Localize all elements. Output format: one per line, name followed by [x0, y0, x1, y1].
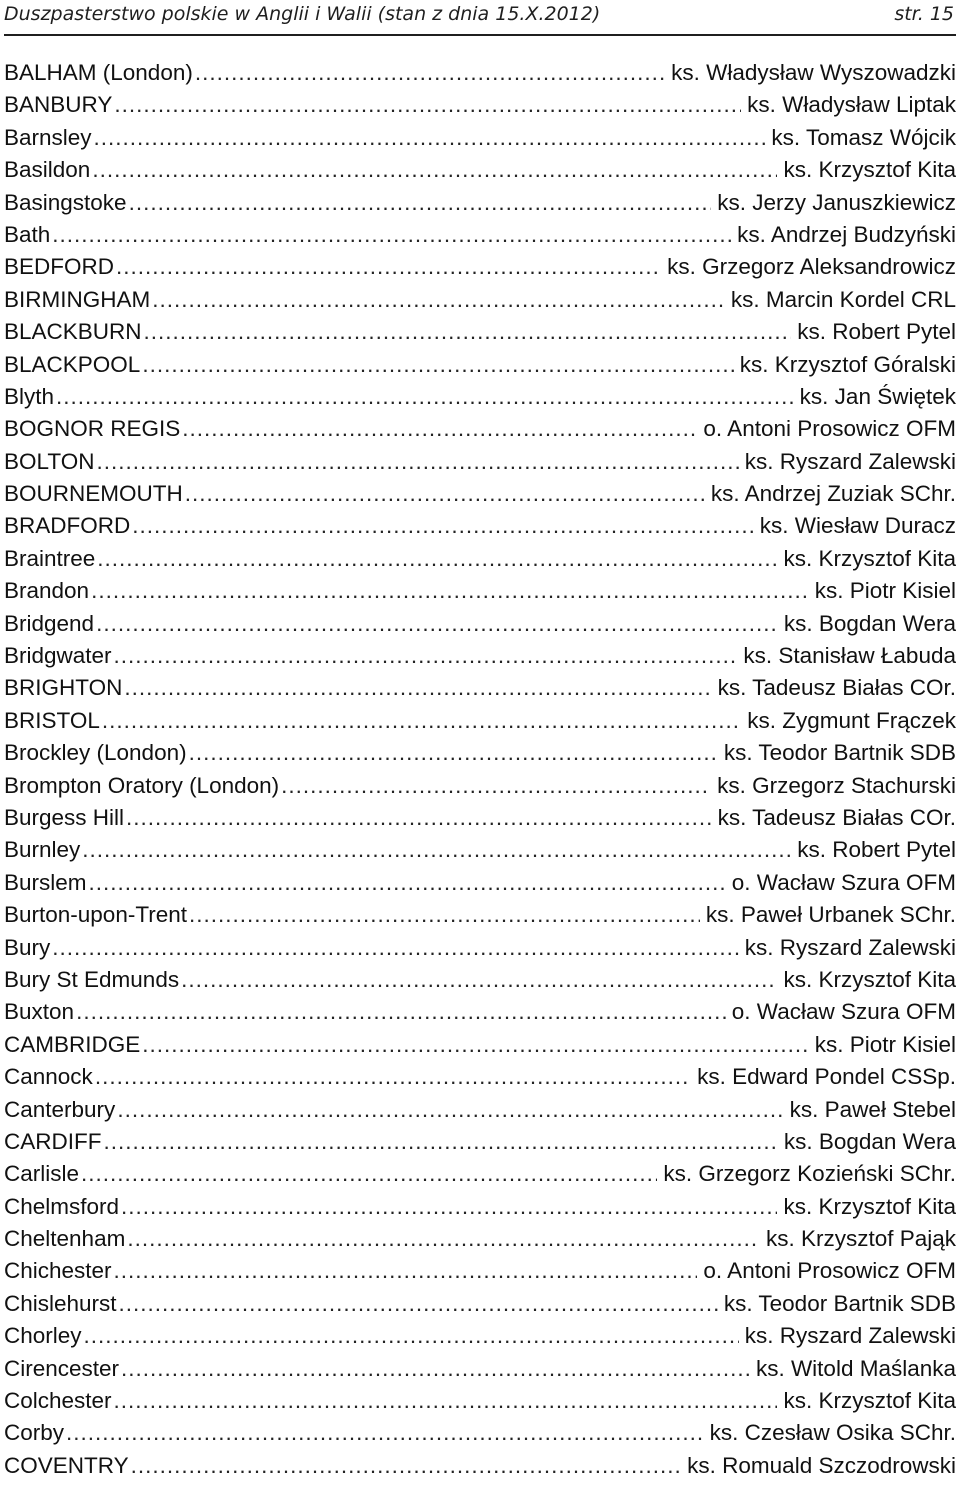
dot-leader: [56, 384, 794, 410]
dot-leader: [96, 611, 778, 637]
dot-leader: [97, 546, 777, 572]
dot-leader: [117, 1097, 783, 1123]
dot-leader: [102, 708, 741, 734]
priest-name: ks. Krzysztof Góralski: [739, 351, 956, 377]
dot-leader: [52, 222, 731, 248]
dot-leader: [121, 1356, 750, 1382]
list-item: [4, 1064, 956, 1096]
dot-leader: [76, 999, 726, 1025]
priest-name: ks. Krzysztof Kita: [783, 157, 956, 183]
place-name: Cheltenham: [4, 1226, 126, 1252]
list-item: [4, 319, 956, 351]
dot-leader: [189, 740, 718, 766]
priest-name: ks. Krzysztof Pająk: [765, 1226, 956, 1252]
priest-name: ks. Grzegorz Stachurski: [717, 772, 956, 798]
dot-leader: [82, 837, 791, 863]
dot-leader: [114, 1388, 778, 1414]
priest-name: o. Wacław Szura OFM: [731, 999, 956, 1025]
priest-name: o. Antoni Prosowicz OFM: [703, 1258, 956, 1284]
list-item: [4, 837, 956, 869]
priest-name: ks. Ryszard Zalewski: [744, 1323, 956, 1349]
parish-list: [4, 60, 956, 1485]
place-name: Chorley: [4, 1323, 82, 1349]
dot-leader: [185, 481, 705, 507]
dot-leader: [152, 287, 725, 313]
list-item: [4, 611, 956, 643]
priest-name: o. Wacław Szura OFM: [731, 869, 956, 895]
dot-leader: [132, 513, 753, 539]
priest-name: ks. Romuald Szczodrowski: [687, 1452, 956, 1478]
dot-leader: [81, 1161, 657, 1187]
place-name: Bury: [4, 934, 51, 960]
dot-leader: [181, 967, 777, 993]
dot-leader: [114, 643, 738, 669]
priest-name: ks. Władysław Wyszowadzki: [671, 60, 956, 85]
list-item: [4, 60, 956, 92]
list-item: [4, 805, 956, 837]
place-name: Buxton: [4, 999, 75, 1025]
list-item: [4, 643, 956, 675]
priest-name: ks. Krzysztof Kita: [783, 1193, 956, 1219]
dot-leader: [52, 935, 738, 961]
priest-name: ks. Jerzy Januszkiewicz: [717, 189, 956, 215]
dot-leader: [144, 319, 792, 345]
priest-name: ks. Marcin Kordel CRL: [730, 286, 956, 312]
place-name: Brompton Oratory (London): [4, 772, 280, 798]
list-item: [4, 352, 956, 384]
priest-name: ks. Piotr Kisiel: [814, 1031, 956, 1057]
dot-leader: [195, 60, 665, 86]
list-item: [4, 190, 956, 222]
dot-leader: [84, 1323, 739, 1349]
dot-leader: [121, 1194, 777, 1220]
place-name: BOLTON: [4, 448, 95, 474]
priest-name: o. Antoni Prosowicz OFM: [703, 416, 956, 442]
list-item: [4, 222, 956, 254]
list-item: [4, 1032, 956, 1064]
place-name: Bridgwater: [4, 643, 112, 669]
dot-leader: [189, 902, 700, 928]
place-name: Carlisle: [4, 1161, 80, 1187]
place-name: Colchester: [4, 1388, 112, 1414]
place-name: BRADFORD: [4, 513, 131, 539]
place-name: BOGNOR REGIS: [4, 416, 181, 442]
priest-name: ks. Jan Świętek: [799, 383, 956, 409]
place-name: BANBURY: [4, 92, 113, 118]
priest-name: ks. Edward Pondel CSSp.: [697, 1064, 956, 1090]
priest-name: ks. Robert Pytel: [797, 319, 956, 345]
dot-leader: [142, 352, 733, 378]
dot-leader: [94, 125, 766, 151]
priest-name: ks. Czesław Osika SChr.: [709, 1420, 956, 1446]
place-name: Canterbury: [4, 1096, 116, 1122]
place-name: Basildon: [4, 157, 91, 183]
dot-leader: [129, 190, 712, 216]
dot-leader: [91, 578, 809, 604]
priest-name: ks. Stanisław Łabuda: [743, 643, 956, 669]
list-item: [4, 157, 956, 189]
list-item: [4, 1194, 956, 1226]
list-item: [4, 708, 956, 740]
priest-name: ks. Krzysztof Kita: [783, 966, 956, 992]
list-item: [4, 92, 956, 124]
place-name: Bridgend: [4, 610, 95, 636]
list-item: [4, 967, 956, 999]
dot-leader: [96, 449, 738, 475]
list-item: [4, 546, 956, 578]
dot-leader: [114, 1258, 698, 1284]
dot-leader: [126, 805, 712, 831]
list-item: [4, 902, 956, 934]
place-name: Chelmsford: [4, 1193, 120, 1219]
dot-leader: [127, 1226, 760, 1252]
place-name: Cirencester: [4, 1355, 120, 1381]
list-item: [4, 384, 956, 416]
place-name: Chichester: [4, 1258, 112, 1284]
place-name: Chislehurst: [4, 1290, 117, 1316]
place-name: Brandon: [4, 578, 90, 604]
place-name: COVENTRY: [4, 1452, 129, 1478]
list-item: [4, 449, 956, 481]
document-title: Duszpasterstwo polskie w Anglii i Walii (stan z dnia 15.X.2012): [4, 3, 601, 25]
list-item: [4, 740, 956, 772]
place-name: Burgess Hill: [4, 804, 125, 830]
list-item: [4, 999, 956, 1031]
dot-leader: [95, 1064, 691, 1090]
dot-leader: [114, 92, 741, 118]
list-item: [4, 1226, 956, 1258]
dot-leader: [142, 1032, 808, 1058]
place-name: Basingstoke: [4, 189, 127, 215]
priest-name: ks. Tadeusz Białas COr.: [717, 675, 956, 701]
place-name: Braintree: [4, 545, 96, 571]
dot-leader: [92, 157, 777, 183]
priest-name: ks. Ryszard Zalewski: [744, 934, 956, 960]
priest-name: ks. Bogdan Wera: [783, 1128, 956, 1154]
dot-leader: [116, 254, 661, 280]
priest-name: ks. Andrzej Zuziak SChr.: [710, 481, 956, 507]
dot-leader: [66, 1420, 704, 1446]
priest-name: ks. Paweł Stebel: [789, 1096, 956, 1122]
list-item: [4, 287, 956, 319]
priest-name: ks. Krzysztof Kita: [783, 545, 956, 571]
list-item: [4, 870, 956, 902]
place-name: Burslem: [4, 869, 87, 895]
priest-name: ks. Piotr Kisiel: [814, 578, 956, 604]
list-item: [4, 481, 956, 513]
place-name: Bath: [4, 221, 51, 247]
list-item: [4, 416, 956, 448]
priest-name: ks. Zygmunt Frączek: [747, 707, 956, 733]
priest-name: ks. Paweł Urbanek SChr.: [705, 902, 956, 928]
list-item: [4, 578, 956, 610]
header-divider: [4, 34, 956, 36]
place-name: BIRMINGHAM: [4, 286, 151, 312]
place-name: BALHAM (London): [4, 60, 193, 85]
list-item: [4, 675, 956, 707]
list-item: [4, 513, 956, 545]
list-item: [4, 773, 956, 805]
place-name: BRIGHTON: [4, 675, 123, 701]
list-item: [4, 1323, 956, 1355]
place-name: Corby: [4, 1420, 65, 1446]
priest-name: ks. Krzysztof Kita: [783, 1388, 956, 1414]
place-name: Burton-upon-Trent: [4, 902, 188, 928]
place-name: BLACKBURN: [4, 319, 142, 345]
list-item: [4, 1161, 956, 1193]
place-name: Brockley (London): [4, 740, 187, 766]
priest-name: ks. Teodor Bartnik SDB: [723, 740, 956, 766]
dot-leader: [131, 1453, 682, 1479]
place-name: BEDFORD: [4, 254, 115, 280]
page-header: [4, 0, 956, 30]
list-item: [4, 1388, 956, 1420]
priest-name: ks. Andrzej Budzyński: [737, 221, 956, 247]
priest-name: ks. Grzegorz Aleksandrowicz: [667, 254, 956, 280]
priest-name: ks. Bogdan Wera: [783, 610, 956, 636]
list-item: [4, 1291, 956, 1323]
place-name: CAMBRIDGE: [4, 1031, 141, 1057]
place-name: BOURNEMOUTH: [4, 481, 183, 507]
list-item: [4, 1453, 956, 1485]
priest-name: ks. Ryszard Zalewski: [744, 448, 956, 474]
dot-leader: [104, 1129, 778, 1155]
priest-name: ks. Wiesław Duracz: [759, 513, 956, 539]
place-name: Cannock: [4, 1064, 93, 1090]
list-item: [4, 1258, 956, 1290]
place-name: Blyth: [4, 383, 55, 409]
dot-leader: [182, 416, 697, 442]
priest-name: ks. Robert Pytel: [797, 837, 956, 863]
dot-leader: [89, 870, 726, 896]
priest-name: ks. Teodor Bartnik SDB: [723, 1290, 956, 1316]
priest-name: ks. Tomasz Wójcik: [771, 124, 956, 150]
dot-leader: [119, 1291, 718, 1317]
priest-name: ks. Grzegorz Kozieński SChr.: [663, 1161, 956, 1187]
dot-leader: [281, 773, 711, 799]
list-item: [4, 935, 956, 967]
place-name: BRISTOL: [4, 707, 100, 733]
place-name: BLACKPOOL: [4, 351, 141, 377]
list-item: [4, 1129, 956, 1161]
list-item: [4, 254, 956, 286]
place-name: Burnley: [4, 837, 81, 863]
dot-leader: [124, 675, 711, 701]
list-item: [4, 1356, 956, 1388]
place-name: CARDIFF: [4, 1128, 102, 1154]
place-name: Bury St Edmunds: [4, 966, 180, 992]
priest-name: ks. Tadeusz Białas COr.: [717, 804, 956, 830]
list-item: [4, 125, 956, 157]
list-item: [4, 1420, 956, 1452]
priest-name: ks. Witold Maślanka: [755, 1355, 956, 1381]
list-item: [4, 1097, 956, 1129]
place-name: Barnsley: [4, 124, 92, 150]
page-number: str. 15: [894, 3, 954, 25]
priest-name: ks. Władysław Liptak: [747, 92, 956, 118]
